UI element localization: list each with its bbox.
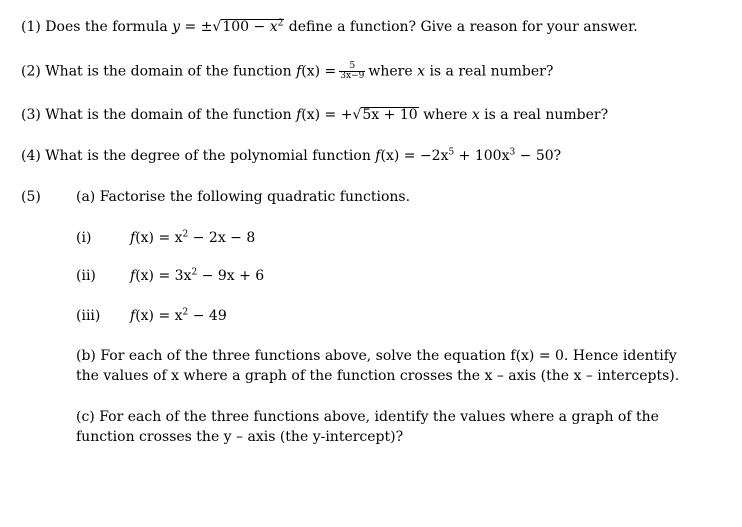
question-2-post-b: is a real number? xyxy=(429,63,554,80)
item-ii-eq: = 3x xyxy=(158,268,192,284)
question-2-number: (2) xyxy=(21,63,41,80)
question-5-part-c-line-2: function crosses the y – axis (the y-intercept)? xyxy=(76,429,404,445)
question-3-x: x xyxy=(471,107,480,123)
question-5-part-a: (a) Factorise the following quadratic functions. xyxy=(76,189,411,205)
item-ii-exp: 2 xyxy=(191,267,198,278)
question-1 xyxy=(21,18,638,36)
question-3 xyxy=(21,106,608,124)
question-1-pm: ± xyxy=(200,19,213,35)
question-2-fx: f xyxy=(296,63,302,80)
question-5-item-ii-label: (ii) xyxy=(76,268,96,284)
item-ii-fx: f xyxy=(130,268,136,284)
question-3-post-b: is a real number? xyxy=(484,107,609,123)
item-i-exp: 2 xyxy=(182,229,189,240)
question-4-arg: (x) xyxy=(380,148,400,164)
question-2-x: x xyxy=(417,63,425,80)
item-iii-eq: = x xyxy=(158,308,183,324)
question-1-exp: 2 xyxy=(277,18,284,29)
question-4-tail: − 50? xyxy=(515,148,562,164)
question-1-post: define a function? Give a reason for your answer. xyxy=(288,19,638,35)
question-5-part-b-line-1: (b) For each of the three functions above, solve the equation f(x) = 0. Hence identify xyxy=(76,348,677,364)
question-4-exp1: 5 xyxy=(448,147,455,158)
question-1-var: y xyxy=(172,19,181,35)
question-5-item-iii-label: (iii) xyxy=(76,308,101,324)
item-iii-rest: − 49 xyxy=(188,308,227,324)
question-3-eq: = + xyxy=(324,107,353,123)
question-5-item-i xyxy=(130,229,255,247)
question-4-text: What is the degree of the polynomial function xyxy=(45,148,371,164)
question-4 xyxy=(21,147,561,165)
question-3-number: (3) xyxy=(21,107,41,123)
question-5-item-iii xyxy=(130,307,227,325)
item-i-fx: f xyxy=(130,230,136,246)
question-4-number: (4) xyxy=(21,148,41,164)
question-3-text: What is the domain of the function xyxy=(45,107,292,123)
question-1-number: (1) xyxy=(21,19,41,35)
question-3-arg: (x) xyxy=(301,107,321,123)
item-i-arg: (x) xyxy=(135,230,155,246)
item-ii-arg: (x) xyxy=(135,268,155,284)
question-4-exp2: 3 xyxy=(509,147,516,158)
question-2-frac-den: 3x−9 xyxy=(340,71,365,81)
question-5-item-ii xyxy=(130,267,264,285)
item-i-rest: − 2x − 8 xyxy=(188,230,256,246)
question-1-radicand-x: x xyxy=(269,19,278,35)
question-5-part-b-line-2: the values of x where a graph of the function crosses the x – axis (the x – intercepts). xyxy=(76,368,680,384)
question-4-mid: + 100x xyxy=(454,148,510,164)
question-1-eq: = xyxy=(184,19,197,35)
question-4-eq: = −2x xyxy=(403,148,449,164)
question-2-text: What is the domain of the function xyxy=(45,63,292,80)
question-5-part-c-line-1: (c) For each of the three functions above, identify the values where a graph of the xyxy=(76,409,659,425)
question-3-fx: f xyxy=(296,107,302,123)
question-2-eq: = xyxy=(324,63,337,80)
item-iii-arg: (x) xyxy=(135,308,155,324)
question-2 xyxy=(21,62,553,81)
item-ii-rest: − 9x + 6 xyxy=(197,268,265,284)
item-iii-exp: 2 xyxy=(182,307,189,318)
question-2-frac-num: 5 xyxy=(339,62,365,72)
question-2-fraction xyxy=(339,62,365,81)
question-3-post-a: where xyxy=(423,107,468,123)
question-3-radical: √ xyxy=(352,107,362,123)
item-i-eq: = x xyxy=(158,230,183,246)
question-1-radicand: 100 − xyxy=(222,19,270,35)
question-2-arg: (x) xyxy=(301,63,321,80)
question-2-post-a: where xyxy=(368,63,413,80)
question-4-fx: f xyxy=(375,148,381,164)
question-1-text: Does the formula xyxy=(45,19,168,35)
item-iii-fx: f xyxy=(130,308,136,324)
question-1-radical: √ xyxy=(212,19,222,35)
question-5-number: (5) xyxy=(21,189,41,205)
question-5-item-i-label: (i) xyxy=(76,230,92,246)
question-3-radicand: 5x + 10 xyxy=(362,107,418,123)
